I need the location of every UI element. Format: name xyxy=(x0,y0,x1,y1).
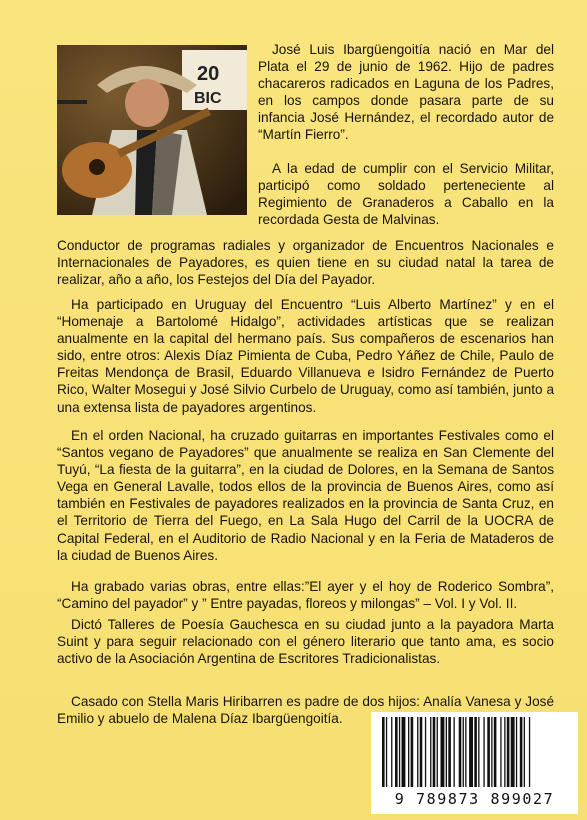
barcode-bar xyxy=(487,717,490,787)
isbn-barcode xyxy=(371,712,578,814)
barcode-bar xyxy=(395,717,398,787)
bio-family-paragraph: Casado con Stella Maris Hiribarren es padre de dos hijos: Analía Vanesa y José Emilio y abuelo de Malena Díaz Ibargüengoitía. xyxy=(57,694,554,727)
barcode-bar xyxy=(433,717,436,787)
barcode-bar xyxy=(507,717,510,787)
barcode-bar xyxy=(494,717,497,787)
barcode-bar xyxy=(430,717,431,787)
barcode-bar xyxy=(411,717,414,787)
bio-festivals-paragraph: En el orden Nacional, ha cruzado guitarras en importantes Festivales como el “Santos vegano de Payadores” que anualmente se realiza en San Clemente del Tuyú, “La fiesta de la guitarra”, en la ciudad de Dolores, en la Semana de Santos Vega en General Lavalle, todos ellos de la provincia de Buenos Aires, como así también en Festivales de payadores realizados en la provincia de Santa Cruz, en el Territorio de Tierra del Fuego, en La Sala Hugo del Carril de la UOCRA de Capital Federal, en el Auditorio de Radio Nacional y en la Feria de Mataderos de la ciudad de Buenos Aires. xyxy=(57,428,554,563)
banner-text-2: BIC xyxy=(194,90,222,107)
bio-workshops-paragraph: Dictó Talleres de Poesía Gauchesca en su ciudad junto a la payadora Marta Suint y para seguir relacionado con el género literario que tanto ama, es socio activo de la Asociación Argentina de Escritores Tradicionalistas. xyxy=(57,617,554,667)
barcode-bar xyxy=(524,717,525,787)
barcode-bar xyxy=(454,717,455,787)
barcode-bar xyxy=(491,717,492,787)
barcode-bar xyxy=(408,717,409,787)
bio-radio-paragraph: Conductor de programas radiales y organizador de Encuentros Nacionales e Internacionales de Payadores, es quien tiene en su ciudad natal la tarea de realizar, año a año, los Festejos del Día del Payador. xyxy=(57,238,554,288)
bio-recordings-paragraph: Ha grabado varias obras, entre ellas:”El ayer y el hoy de Roderico Sombra”, “Camino del payador” y ” Entre payadas, floreos y milongas” – Vol. I y Vol. II. xyxy=(57,579,554,612)
barcode-bar xyxy=(469,717,473,787)
barcode-bar xyxy=(425,717,426,787)
barcode-bar xyxy=(402,717,406,787)
barcode-bar xyxy=(420,717,423,787)
barcode-bar xyxy=(478,717,479,787)
barcode-bar xyxy=(446,717,447,787)
barcode-bar xyxy=(417,717,418,787)
barcode-bar xyxy=(520,717,523,787)
author-photo xyxy=(57,45,247,215)
bio-military-paragraph: A la edad de cumplir con el Servicio Militar, participó como soldado perteneciente al Regimiento de Granaderos a Caballo en la recordada Gesta de Malvinas. xyxy=(258,161,554,228)
barcode-bar xyxy=(483,717,484,787)
banner-text-1: 20 xyxy=(197,63,220,85)
barcode-bar xyxy=(465,717,466,787)
barcode-bar xyxy=(529,717,530,787)
barcode-bar xyxy=(441,717,445,787)
bio-birth-paragraph: José Luis Ibargüengoitía nació en Mar del Plata el 29 de junio de 1962. Hijo de padres chacareros radicados en Laguna de los Padres, en los campos donde pasara parte de su infancia José Hernández, el recordado autor de “Martín Fierro”. xyxy=(258,42,554,143)
barcode-bar xyxy=(504,717,505,787)
barcode-bar xyxy=(391,717,392,787)
barcode-bar xyxy=(463,717,464,787)
isbn-digits: 9 789873 899027 xyxy=(394,790,555,808)
barcode-bar xyxy=(382,717,385,787)
barcode-bar xyxy=(448,717,451,787)
barcode-bar xyxy=(399,717,400,787)
barcode-bar xyxy=(516,717,517,787)
barcode-bar xyxy=(474,717,477,787)
bio-uruguay-paragraph: Ha participado en Uruguay del Encuentro “Luis Alberto Martínez” y en el “Homenaje a Bartolomé Hidalgo”, actividades artísticas que se realizan anualmente en la capital del hermano país. Sus compañeros de escenarios han sido, entre otros: Alexis Díaz Pimienta de Cuba, Pedro Yáñez de Chile, Paulo de Freitas Mendonça de Brasil, Eduardo Villanueva e Isidro Fernández de Puerto Rico, Walter Mosegui y José Silvio Curbelo de Uruguay, como así también, junto a una extensa lista de payadores argentinos. xyxy=(57,297,554,415)
barcode-bar xyxy=(511,717,515,787)
barcode-bar xyxy=(500,717,501,787)
barcode-bar xyxy=(437,717,438,787)
barcode-bar xyxy=(386,717,387,787)
barcode-bars xyxy=(376,717,573,789)
barcode-bar xyxy=(459,717,462,787)
